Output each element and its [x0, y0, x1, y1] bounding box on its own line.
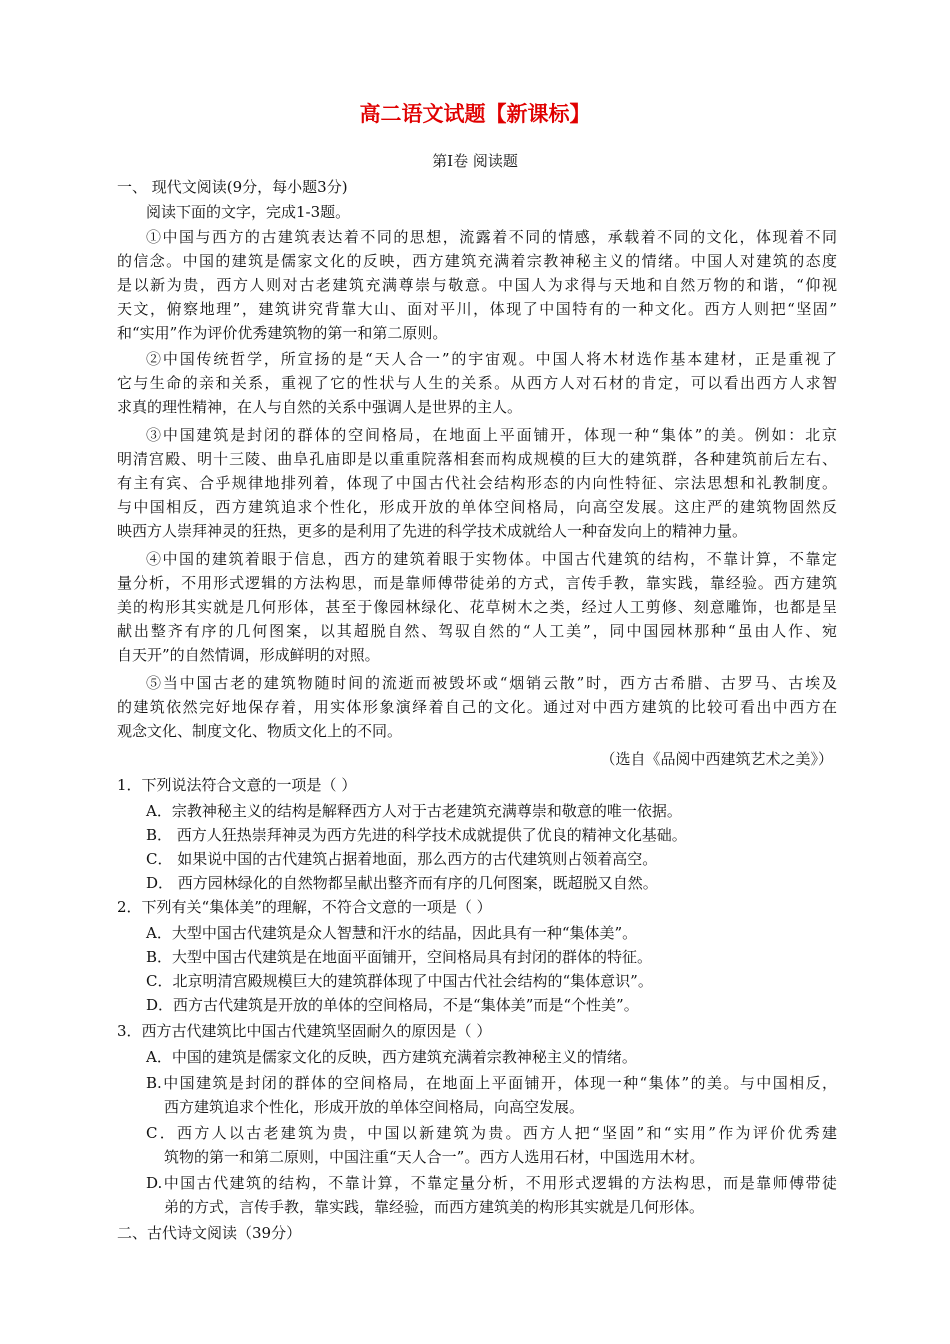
- option-d: D.中国古代建筑的结构，不靠计算，不靠定量分析，不用形式逻辑的方法构思，而是靠师傅带徒: [146, 1174, 837, 1192]
- volume-subtitle: 第Ⅰ卷 阅读题: [432, 152, 518, 170]
- question-stem: 1．下列说法符合文意的一项是（ ）: [117, 776, 357, 794]
- passage-line: 和“实用”作为评价优秀建筑物的第一和第二原则。: [117, 324, 448, 342]
- page-title: 高二语文试题【新课标】: [359, 102, 591, 126]
- question-stem: 2．下列有关“集体美”的理解，不符合文意的一项是（ ）: [117, 898, 492, 916]
- passage-line: 献出整齐有序的几何图案，以其超脱自然、驾驭自然的“人工美”，同中国园林那种“虽由人作、宛: [117, 622, 837, 640]
- passage-line: ④中国的建筑着眼于信息，西方的建筑着眼于实物体。中国古代建筑的结构，不靠计算，不靠定: [146, 550, 837, 568]
- section1-heading: 一、 现代文阅读(9分，每小题3分): [117, 178, 348, 196]
- passage-line: 是以新为贵，西方人则对古老建筑充满尊崇与敬意。中国人为求得与天地和自然万物的和谐，“仰视: [117, 276, 837, 294]
- passage-line: ②中国传统哲学，所宣扬的是“天人合一”的宇宙观。中国人将木材选作基本建材，正是重视了: [146, 350, 837, 368]
- option-d: D．西方古代建筑是开放的单体的空间格局，不是“集体美”而是“个性美”。: [146, 996, 639, 1014]
- passage-line: 与中国相反，西方建筑追求个性化，形成开放的单体空间格局，向高空发展。这庄严的建筑物固然反: [117, 498, 837, 516]
- passage-line: 映西方人崇拜神灵的狂热，更多的是利用了先进的科学技术成就给人一种奋发向上的精神力量。: [117, 522, 748, 540]
- passage-line: 观念文化、制度文化、物质文化上的不同。: [117, 722, 403, 740]
- option-a: A．大型中国古代建筑是众人智慧和汗水的结晶，因此具有一种“集体美”。: [146, 924, 638, 942]
- instruction: 阅读下面的文字，完成1-3题。: [146, 203, 351, 221]
- passage-line: 它与生命的亲和关系，重视了它的性状与人生的关系。从西方人对石材的肯定，可以看出西方人求智: [117, 374, 837, 392]
- option-b-continued: 西方建筑追求个性化，形成开放的单体空间格局，向高空发展。: [164, 1098, 585, 1116]
- option-a: A．宗教神秘主义的结构是解释西方人对于古老建筑充满尊崇和敬意的唯一依据。: [146, 802, 682, 820]
- passage-line: 天文，俯察地理”，建筑讲究背靠大山、面对平川，体现了中国特有的一种文化。西方人则把“坚固”: [117, 300, 837, 318]
- question-stem: 3．西方古代建筑比中国古代建筑坚固耐久的原因是（ ）: [117, 1022, 492, 1040]
- passage-line: 求真的理性精神，在人与自然的关系中强调人是世界的主人。: [117, 398, 523, 416]
- option-b: B． 西方人狂热崇拜神灵为西方先进的科学技术成就提供了优良的精神文化基础。: [146, 826, 687, 844]
- passage-line: 自天开”的自然情调，形成鲜明的对照。: [117, 646, 380, 664]
- option-b: B.中国建筑是封闭的群体的空间格局，在地面上平面铺开，体现一种“集体”的美。与中国相反，: [146, 1074, 837, 1092]
- option-c: C．北京明清宫殿规模巨大的建筑群体现了中国古代社会结构的“集体意识”。: [146, 972, 653, 990]
- option-c: C． 如果说中国的古代建筑占据着地面，那么西方的古代建筑则占领着高空。: [146, 850, 658, 868]
- passage-line: 量分析，不用形式逻辑的方法构思，而是靠师傅带徒弟的方式，言传手教，靠实践，靠经验。西方建筑: [117, 574, 837, 592]
- option-a: A．中国的建筑是儒家文化的反映，西方建筑充满着宗教神秘主义的情绪。: [146, 1048, 637, 1066]
- option-c: C．西方人以古老建筑为贵，中国以新建筑为贵。西方人把“坚固”和“实用”作为评价优秀建: [146, 1124, 837, 1142]
- source-citation: （选自《品阅中西建筑艺术之美》）: [600, 750, 833, 768]
- section2-heading: 二、古代诗文阅读（39分）: [117, 1224, 302, 1242]
- option-d: D． 西方园林绿化的自然物都呈献出整齐而有序的几何图案，既超脱又自然。: [146, 874, 658, 892]
- passage-line: 美的构形其实就是几何形体，甚至于像园林绿化、花草树木之类，经过人工剪修、刻意雕饰，也都是呈: [117, 598, 837, 616]
- passage-line: ①中国与西方的古建筑表达着不同的思想，流露着不同的情感，承载着不同的文化，体现着不同: [146, 228, 837, 246]
- passage-line: 有主有宾、合乎规律地排列着，体现了中国古代社会结构形态的内向性特征、宗法思想和礼教制度。: [117, 474, 837, 492]
- passage-line: 明清宫殿、明十三陵、曲阜孔庙即是以重重院落相套而构成规模的巨大的建筑群，各种建筑前后左右、: [117, 450, 837, 468]
- option-d-continued: 弟的方式，言传手教，靠实践，靠经验，而西方建筑美的构形其实就是几何形体。: [164, 1198, 705, 1216]
- option-b: B．大型中国古代建筑是在地面平面铺开，空间格局具有封闭的群体的特征。: [146, 948, 653, 966]
- passage-line: 的建筑依然完好地保存着，用实体形象演绎着自己的文化。通过对中西方建筑的比较可看出中西方在: [117, 698, 837, 716]
- passage-line: ⑤当中国古老的建筑物随时间的流逝而被毁坏或“烟销云散”时，西方古希腊、古罗马、古埃及: [146, 674, 837, 692]
- option-c-continued: 筑物的第一和第二原则，中国注重“天人合一”。西方人选用石材，中国选用木材。: [164, 1148, 705, 1166]
- passage-line: 的信念。中国的建筑是儒家文化的反映，西方建筑充满着宗教神秘主义的情绪。中国人对建筑的态度: [117, 252, 837, 270]
- passage-line: ③中国建筑是封闭的群体的空间格局，在地面上平面铺开，体现一种“集体”的美。例如：北京: [146, 426, 837, 444]
